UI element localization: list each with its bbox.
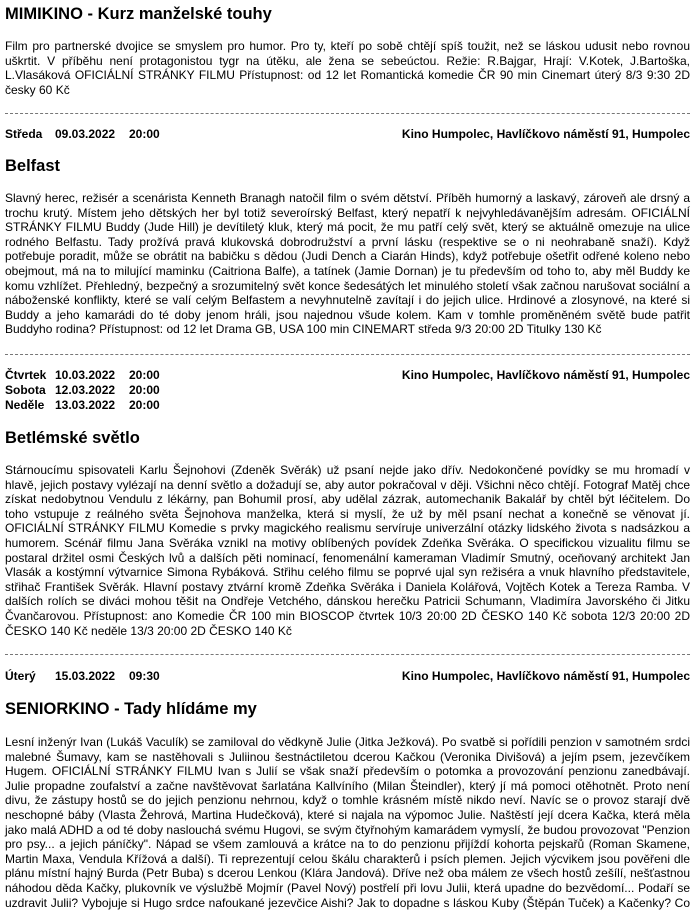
event-title: MIMIKINO - Kurz manželské touhy	[5, 5, 272, 23]
venue-link[interactable]: Kino Humpolec, Havlíčkovo náměstí 91, Humpolec	[401, 669, 690, 683]
description-line: Buddyho rodina? Přístupnost: od 12 let Drama GB, USA 100 min CINEMART středa 9/3 20:00 2D Titulky 130 Kč	[5, 322, 602, 337]
schedule-date: 10.03.2022	[55, 368, 116, 382]
description-line: Julie propadne zoufalství a začne navštěvovat šarlatána Kallvíního (Milan Šteindler), který jí má pomoci otěhotnět. Proto není	[5, 778, 690, 793]
event-schedule	[5, 127, 690, 142]
description-line: divu, že zástupy hostů se do jejich penzionu nehrnou, když o tomhle krásném místě nikdo neví. Navíc se o provoz starají dvě	[5, 793, 690, 808]
description-line: toho vstupuje z reálného světa Šejnohova manželka, která si myslí, že už by měl psaní nechat a konečně se věnovat jí.	[5, 506, 690, 521]
event-description	[5, 735, 690, 910]
description-line: uškrtit. V příběhu není protagonistou tygr na útěku, ale žena se sebeúctou. Režie: R.Bajgar, Hrají: V.Kotek, J.Bartoška,	[5, 53, 690, 68]
venue-link[interactable]: Kino Humpolec, Havlíčkovo náměstí 91, Humpolec	[401, 127, 690, 141]
schedule-time: 20:00	[129, 398, 160, 412]
schedule-day: Čtvrtek	[5, 368, 47, 382]
description-line: získat nedobytnou Vendulu z lékárny, pan Bohumil prosí, aby udělal zázrak, automechanik Bakalář by chtěl být léčitelem. Do	[5, 492, 690, 507]
schedule-date: 12.03.2022	[55, 383, 116, 397]
description-line: plánu místní hajný Burda (Petr Buba) s dcerou Lenkou (Klára Jandová). Dříve než oba málem ze všech hostů zešílí, nešťastnou	[5, 866, 690, 881]
description-line: STRÁNKY FILMU Buddy (Jude Hill) je devítiletý kluk, který má pocit, že mu patří celý svět, který se aktuálně omezuje na ulice	[5, 220, 690, 235]
schedule-row	[5, 383, 690, 398]
description-line: náboženské konflikty, které se valí celým Belfastem a nevyhnutelně zavítají i do jejich ulice. Hrdinové a zlosynové, na které si	[5, 293, 690, 308]
description-line: Martin Maxa, Vendula Křížová a další). Ti reprezentují celou škálu charakterů i psích plemen. Jejich výcvikem jsou pověřeni dle	[5, 851, 690, 866]
description-line: střihač František Svěrák. Hlavní postavy ztvární kromě Zdeňka Svěráka i Daniela Kolářová, Vojtěch Kotek a Tereza Ramba. V	[5, 579, 690, 594]
description-line: L.Vlasáková OFICIÁLNÍ STRÁNKY FILMU Přístupnost: od 12 let Romantická komedie ČR 90 min Cinemart úterý 8/3 9:30 2D	[5, 68, 690, 83]
description-line: Buddy a jeho kamarádi do té doby jenom hráli, jsou najednou všude kolem. Kam v tomhle proměněném světě bude patřit	[5, 307, 690, 322]
schedule-date: 09.03.2022	[55, 127, 116, 141]
description-line: ČESKO 140 Kč neděle 13/3 20:00 2D ČESKO 140 Kč	[5, 623, 292, 638]
schedule-date: 15.03.2022	[55, 669, 116, 683]
schedule-day: Středa	[5, 127, 43, 141]
description-line: trochu krutý. Místem jeho dětských her byl totiž severoírský Belfast, který nepatří k nejvyhledávanějším adresám. OFICIÁLNÍ	[5, 205, 690, 220]
section-divider	[5, 654, 690, 655]
description-line: Vlasák a kostýmní výtvarnice Simona Rybáková. Střihu celého filmu se poprvé ujal syn režiséra a vnuk hlavního představitele,	[5, 565, 690, 580]
venue-link[interactable]: Kino Humpolec, Havlíčkovo náměstí 91, Humpolec	[401, 368, 690, 382]
description-line: česky 60 Kč	[5, 82, 70, 97]
description-line: neschopné báby (Vlasta Žehrová, Martina Hudečková), které si najala na výpomoc Julie. Naštěstí její dcera Kačka, která měla	[5, 807, 690, 822]
schedule-time: 20:00	[129, 383, 160, 397]
description-line: Film pro partnerské dvojice se smyslem pro humor. Pro ty, kteří po sobě chtějí spíš toužit, než se láskou udusit nebo rovnou	[5, 39, 690, 53]
description-line: malebné Šumavy, kam se nastěhovali s Juliinou šestnáctiletou dcerou Kačkou (Veronika Divišová) a jejím psem, jezevčíkem	[5, 749, 690, 764]
schedule-time: 20:00	[129, 127, 160, 141]
schedule-day: Úterý	[5, 669, 36, 683]
schedule-day: Neděle	[5, 398, 45, 412]
event-description	[5, 39, 690, 97]
description-line: OFICIÁLNÍ STRÁNKY FILMU Komedie s prvky magického realismu servíruje univerzální otázky lidského života s nadsázkou a	[5, 521, 690, 536]
description-line: rodného Belfastu. Tady prožívá pravá klukovská dobrodružství a první lásku (respektive se o ni neohrabaně snaží). Když	[5, 234, 690, 249]
event-description	[5, 191, 690, 337]
event-title: Betlémské světlo	[5, 429, 140, 447]
section-divider	[5, 354, 690, 355]
description-line: humorem. Scénář filmu Jana Svěráka vznikl na motivy oblíbených povídek Zdeňka Svěráka. O specifickou vizualitu filmu se	[5, 535, 690, 550]
description-line: Slavný herec, režisér a scenárista Kenneth Branagh natočil film o svém dětství. Příběh humorný a laskavý, zároveň ale drsný a	[5, 191, 690, 205]
description-line: dalších rolích se diváci mohou těšit na Ondřeje Vetchého, dánskou herečku Patricii Schumann, Vladimíra Javorského či Jitku	[5, 594, 690, 609]
section-divider	[5, 113, 690, 114]
description-line: postaral držitel osmi Českých lvů a dalších pěti nominací, fenomenální kameraman Vladimír Smutný, oceňovaný architekt Jan	[5, 550, 690, 565]
description-line: pro psy... a jejich páníčky". Nápad se všem zamlouvá a krátce na to do penzionu přijíždí kohorta pejskařů (Roman Skamene,	[5, 837, 690, 852]
event-schedule	[5, 368, 690, 413]
description-line: hlavě, jejich postavy vylézají na denní světlo a dožadují se, aby autor pokračoval v ději. Všichni něco chtějí. Fotograf Matěj chce	[5, 477, 690, 492]
schedule-day: Sobota	[5, 383, 46, 397]
description-line: jako malá ADHD a od té doby naslouchá svému Hugovi, se svým čtyřnohým kamarádem vymyslí, že budou provozovat "Penzion	[5, 822, 690, 837]
description-line: Lesní inženýr Ivan (Lukáš Vaculík) se zamiloval do vědkyně Julie (Jitka Ježková). Po svatbě si pořídili penzion v samotném srdci	[5, 735, 690, 749]
schedule-time: 20:00	[129, 368, 160, 382]
description-line: Hugem. OFICIÁLNÍ STRÁNKY FILMU Ivan s Julií se však snaží především o potomka a provozování penzionu zanedbávají.	[5, 764, 690, 779]
event-title: Belfast	[5, 157, 61, 175]
event-title: SENIORKINO - Tady hlídáme my	[5, 700, 257, 718]
description-line: náhodou děda Kačky, plukovník ve výslužbě Mojmír (Pavel Nový) postřelí při lovu Julii, která upadne do bezvědomí... Podaří se	[5, 880, 690, 895]
schedule-row	[5, 398, 690, 413]
description-line: potřebuje poradit, může se obrátit na babičku s dědou (Judi Dench a Ciarán Hinds), když potřebuje ošetřit odřené koleno nebo	[5, 249, 690, 264]
description-line: obejmout, má na to milující maminku (Caitriona Balfe), a tatínek (Jamie Dornan) je tu především od toho to, aby měl Buddy ke	[5, 263, 690, 278]
description-line: Stárnoucímu spisovateli Karlu Šejnohovi (Zdeněk Svěrák) už psaní nejde jako dřív. Nedokončené povídky se mu hromadí v	[5, 463, 690, 477]
event-description	[5, 463, 690, 638]
schedule-date: 13.03.2022	[55, 398, 116, 412]
schedule-time: 09:30	[129, 669, 160, 683]
description-line: komu vzhlížet. Přehledný, bezpečný a srozumitelný svět konce šedesátých let minulého století však začnou narušovat sociální a	[5, 278, 690, 293]
description-line: uzdravit Julii? Vybojuje si Hugo srdce nafoukané jezevčice Aishi? Jak to dopadne s láskou Kuby (Štěpán Tuček) a Kačenky? Co	[5, 895, 690, 910]
description-line: Čvančarovou. Přístupnost: ano Komedie ČR 100 min BIOSCOP čtvrtek 10/3 20:00 2D ČESKO 140 Kč sobota 12/3 20:00 2D	[5, 608, 690, 623]
event-schedule	[5, 669, 690, 684]
